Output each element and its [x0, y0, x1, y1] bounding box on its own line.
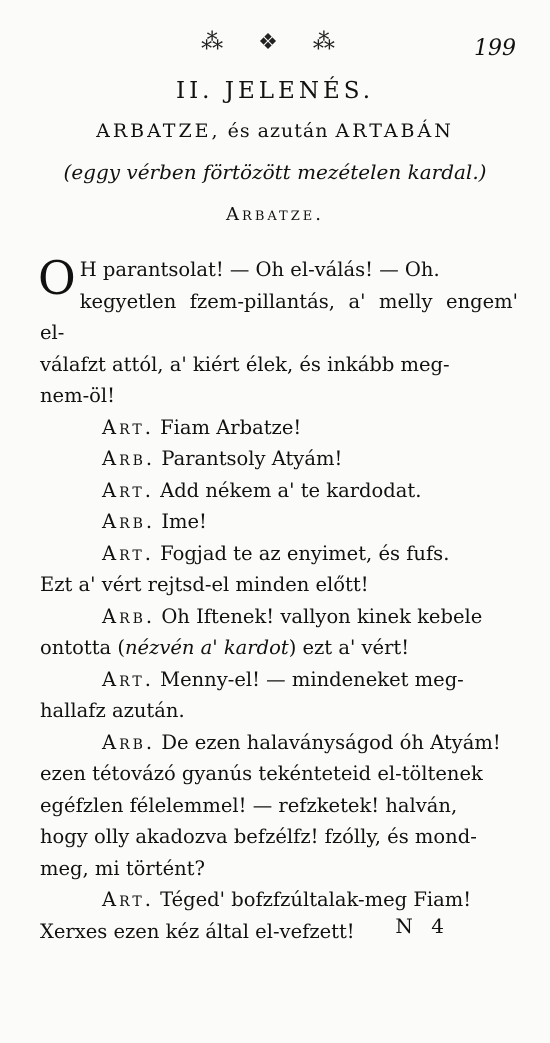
- characters-conjunction: és azután: [220, 120, 336, 142]
- text-line: Xerxes ezen kéz által el-vefzett!: [40, 919, 355, 943]
- speaker-label: Arb.: [102, 730, 156, 754]
- text-line: meg, mi történt?: [40, 856, 205, 880]
- text-line: hallafz azután.: [40, 699, 185, 722]
- speaker-label: Art.: [102, 415, 154, 439]
- dialogue-line: [40, 475, 518, 507]
- character-artaban: ARTABÁN: [335, 120, 454, 142]
- dialogue-line: [40, 727, 518, 885]
- drop-cap: O: [38, 251, 76, 305]
- dialogue-line: [40, 601, 518, 664]
- speech-text: Parantsoly Atyám!: [155, 447, 343, 470]
- speech-text: ) ezt a' vért!: [288, 636, 410, 659]
- speech-text: Téged' bofzfzúltalak-meg Fiam!: [153, 888, 472, 911]
- speaker-label: Art.: [102, 667, 154, 691]
- text-line: hogy olly akadozva befzélfz! fzólly, és mond-: [40, 825, 477, 848]
- speech-text: Add nékem a' te kardodat.: [153, 478, 422, 502]
- speaker-label: Arb.: [102, 447, 156, 470]
- speech-text: Ime!: [155, 510, 207, 533]
- speaker-label: Art.: [102, 478, 154, 502]
- speech-text: ontotta (: [40, 636, 125, 659]
- text-line: válafzt attól, a' kiért élek, és inkább meg-: [40, 352, 450, 376]
- characters-line: [0, 120, 550, 142]
- speech-text: Fogjad te az enyimet, és fufs.: [153, 541, 450, 565]
- dialogue-body: [38, 251, 518, 947]
- scene-title: II. JELENÉS.: [175, 78, 375, 104]
- character-arbatze: ARBATZE,: [96, 120, 221, 142]
- stage-direction: (eggy vérben förtözött mezételen kardal.): [63, 160, 487, 184]
- dialogue-line: [40, 664, 518, 727]
- speech-text: Oh Iftenek! vallyon kinek kebele: [155, 604, 483, 628]
- speaker-label: Arb.: [102, 604, 156, 628]
- ornament-divider: ⁂ ❖ ⁂: [201, 30, 349, 55]
- dialogue-line: [40, 443, 518, 475]
- speech-text: Fiam Arbatze!: [153, 415, 302, 439]
- page-number: 199: [474, 36, 516, 61]
- printer-signature: N 4: [395, 914, 450, 938]
- dialogue-line: [40, 506, 518, 538]
- stage-direction-inline: nézvén a' kardot: [124, 636, 289, 659]
- opening-speech: [38, 251, 518, 412]
- dialogue-line: [40, 412, 518, 444]
- speaker-label: Art.: [102, 888, 154, 911]
- text-line: egéfzlen félelemmel! — refzketek! halván,: [40, 793, 458, 817]
- text-line: Ezt a' vért rejtsd-el minden előtt!: [40, 573, 369, 596]
- text-line: [40, 632, 518, 664]
- speech-text: Menny-el! — mindeneket meg-: [153, 667, 464, 691]
- text-line: kegyetlen fzem-pillantás, a' melly engem' el-: [40, 289, 518, 344]
- speech-text: De ezen halaványságod óh Atyám!: [155, 730, 501, 754]
- speaker-heading: Arbatze.: [226, 204, 324, 225]
- text-line: ezen tétovázó gyanús tekénteteid el-töltenek: [40, 762, 483, 785]
- text-line: H parantsolat! — Oh el-válás! — Oh.: [79, 258, 440, 281]
- speaker-label: Arb.: [102, 510, 156, 533]
- speaker-label: Art.: [102, 541, 154, 565]
- text-line: nem-öl!: [40, 384, 115, 407]
- dialogue-line: [40, 538, 518, 601]
